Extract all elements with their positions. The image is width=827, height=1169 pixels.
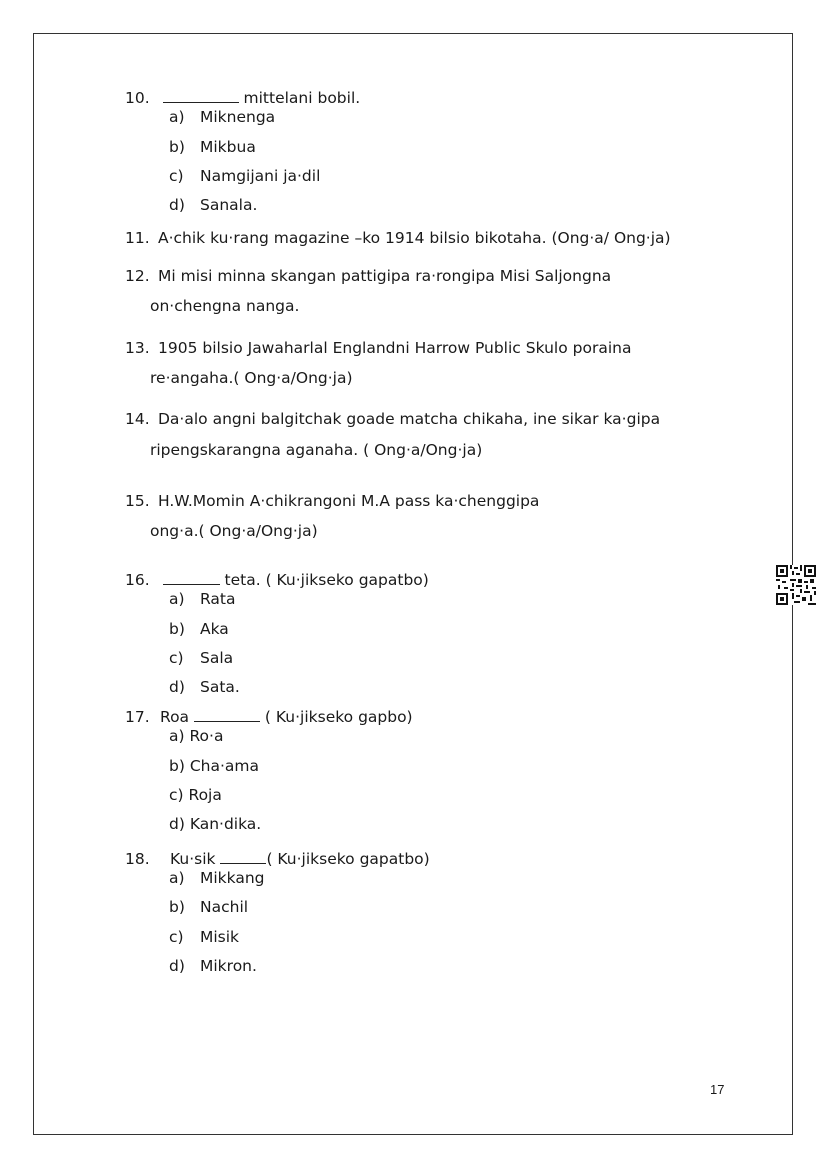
q18-option-b: b) Nachil bbox=[169, 898, 249, 916]
question-12-continuation: on·chengna nanga. bbox=[150, 297, 300, 315]
question-number: 12. bbox=[125, 267, 150, 285]
question-text: 1905 bilsio Jawaharlal Englandni Harrow Public Skulo poraina bbox=[158, 339, 632, 357]
question-number: 10. bbox=[125, 89, 150, 107]
q10-option-c: c) Namgijani ja·dil bbox=[169, 167, 321, 185]
q18-option-c: c) Misik bbox=[169, 928, 240, 946]
q18-option-d: d) Mikron. bbox=[169, 957, 257, 975]
question-number: 16. bbox=[125, 571, 150, 589]
question-18 bbox=[125, 849, 430, 869]
q10-option-b: b) Mikbua bbox=[169, 138, 256, 156]
question-16 bbox=[125, 570, 429, 590]
q10-option-d: d) Sanala. bbox=[169, 196, 258, 214]
question-14 bbox=[125, 409, 660, 429]
question-prefix: Roa bbox=[160, 708, 194, 726]
question-11 bbox=[125, 228, 671, 248]
question-text: teta. ( Ku·jikseko gapatbo) bbox=[219, 571, 429, 589]
page-number: 17 bbox=[710, 1082, 725, 1097]
question-17 bbox=[125, 707, 413, 727]
question-10 bbox=[125, 88, 360, 108]
question-text: A·chik ku·rang magazine –ko 1914 bilsio bikotaha. (Ong·a/ Ong·ja) bbox=[158, 229, 671, 247]
q17-option-a: a) Ro·a bbox=[169, 727, 224, 745]
question-number: 15. bbox=[125, 492, 150, 510]
question-number: 11. bbox=[125, 229, 150, 247]
question-14-continuation: ripengskarangna aganaha. ( Ong·a/Ong·ja) bbox=[150, 441, 483, 459]
question-number: 17. bbox=[125, 708, 150, 726]
q10-option-a: a) Miknenga bbox=[169, 108, 276, 126]
question-13-continuation: re·angaha.( Ong·a/Ong·ja) bbox=[150, 369, 353, 387]
question-number: 14. bbox=[125, 410, 150, 428]
q17-option-c: c) Roja bbox=[169, 786, 222, 804]
answer-blank bbox=[163, 88, 239, 103]
question-text: ( Ku·jikseko gapatbo) bbox=[266, 850, 430, 868]
answer-blank bbox=[163, 570, 220, 585]
q17-option-b: b) Cha·ama bbox=[169, 757, 259, 775]
question-text: ( Ku·jikseko gapbo) bbox=[259, 708, 413, 726]
q16-option-b: b) Aka bbox=[169, 620, 229, 638]
q16-option-a: a) Rata bbox=[169, 590, 236, 608]
question-prefix: Ku·sik bbox=[170, 850, 221, 868]
question-text: H.W.Momin A·chikrangoni M.A pass ka·chenggipa bbox=[158, 492, 540, 510]
question-15-continuation: ong·a.( Ong·a/Ong·ja) bbox=[150, 522, 318, 540]
question-13 bbox=[125, 338, 631, 358]
q18-option-a: a) Mikkang bbox=[169, 869, 265, 887]
question-text: Mi misi minna skangan pattigipa ra·rongipa Misi Saljongna bbox=[158, 267, 612, 285]
question-number: 18. bbox=[125, 850, 150, 868]
question-text: Da·alo angni balgitchak goade matcha chikaha, ine sikar ka·gipa bbox=[158, 410, 661, 428]
q17-option-d: d) Kan·dika. bbox=[169, 815, 262, 833]
question-text: mittelani bobil. bbox=[238, 89, 361, 107]
q16-option-c: c) Sala bbox=[169, 649, 234, 667]
question-number: 13. bbox=[125, 339, 150, 357]
question-15 bbox=[125, 491, 539, 511]
q16-option-d: d) Sata. bbox=[169, 678, 240, 696]
answer-blank bbox=[194, 707, 260, 722]
qr-code-icon bbox=[776, 565, 816, 605]
answer-blank bbox=[220, 849, 266, 864]
question-12 bbox=[125, 266, 611, 286]
